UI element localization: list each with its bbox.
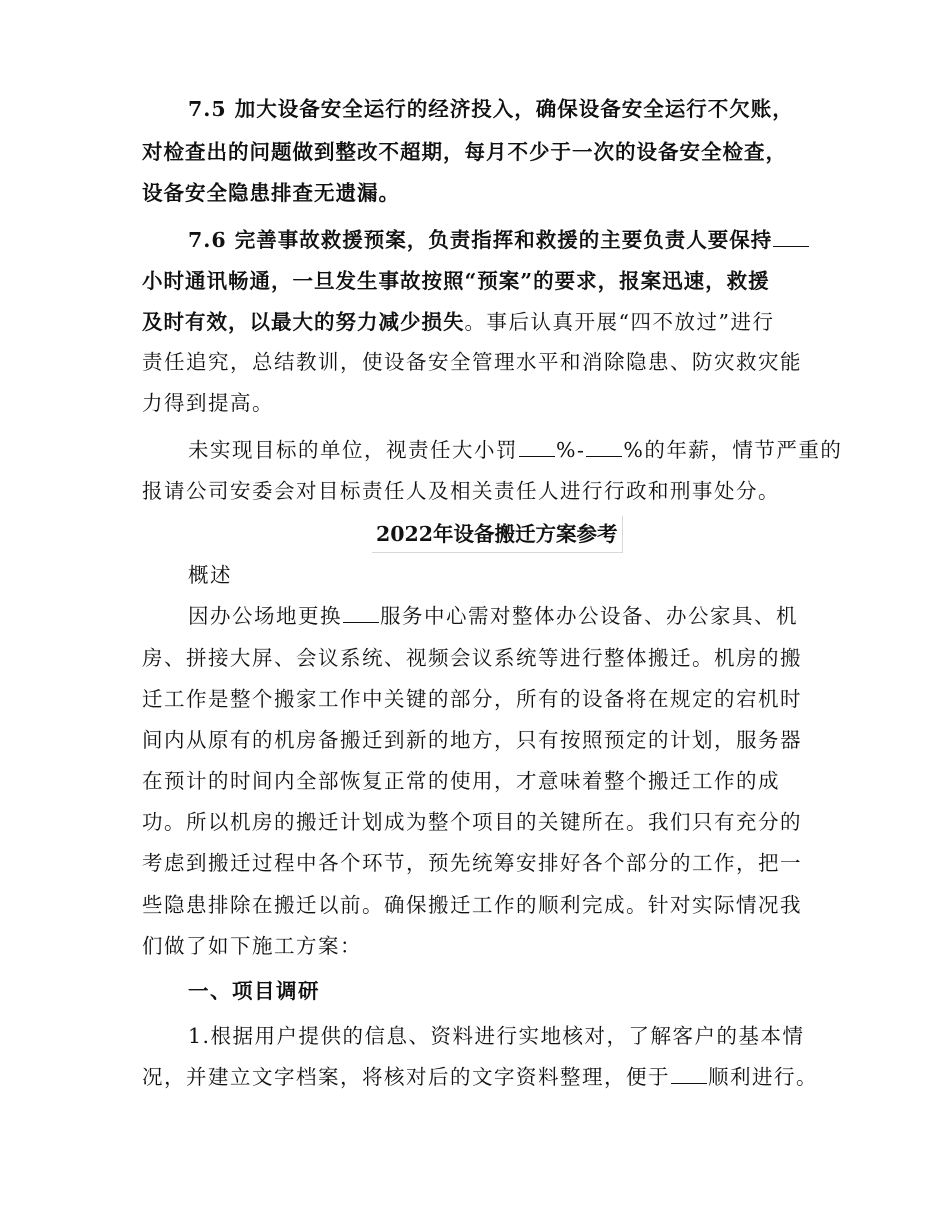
clause-7-6-normal-text: 。事后认真开展“四不放过”进行 bbox=[464, 310, 775, 334]
penalty-line-1 bbox=[188, 431, 843, 469]
clause-7-6-line-3 bbox=[142, 303, 812, 341]
overview-line-8: 些隐患排除在搬迁以前。确保搬迁工作的顺利完成。针对实际情况我 bbox=[142, 893, 802, 917]
blank-underline bbox=[519, 438, 555, 457]
clause-7-6-bold-text: 及时有效，以最大的努力减少损失 bbox=[142, 310, 465, 334]
overview-line-9: 们做了如下施工方案： bbox=[142, 934, 362, 958]
penalty-text-c: %的年薪，情节严重的 bbox=[623, 438, 843, 462]
overview-line-6: 功。所以机房的搬迁计划成为整个项目的关键所在。我们只有充分的 bbox=[142, 810, 802, 834]
overview-text-b: 服务中心需对整体办公设备、办公家具、机 bbox=[380, 604, 798, 628]
overview-line-4: 间内从原有的机房备搬迁到新的地方，只有按照预定的计划，服务器 bbox=[142, 728, 802, 752]
item-1-line-2 bbox=[142, 1058, 818, 1096]
overview-line-5: 在预计的时间内全部恢复正常的使用，才意味着整个搬迁工作的成 bbox=[142, 769, 780, 793]
clause-7-5-line-2: 对检查出的问题做到整改不超期，每月不少于一次的设备安全检查， bbox=[142, 140, 787, 164]
item-1-text-a: 况，并建立文字档案，将核对后的文字资料整理，便于 bbox=[142, 1065, 670, 1089]
overview-line-2: 房、拼接大屏、会议系统、视频会议系统等进行整体搬迁。机房的搬 bbox=[142, 646, 802, 670]
item-1-line-1: 1.根据用户提供的信息、资料进行实地核对，了解客户的基本情 bbox=[188, 1024, 805, 1048]
clause-7-6-line-2: 小时通讯畅通，一旦发生事故按照“预案”的要求，报案迅速，救援 bbox=[142, 269, 770, 293]
penalty-line-2: 报请公司安委会对目标责任人及相关责任人进行行政和刑事处分。 bbox=[142, 479, 780, 503]
overview-line-3: 迁工作是整个搬家工作中关键的部分，所有的设备将在规定的宕机时 bbox=[142, 687, 802, 711]
overview-text-a: 因办公场地更换 bbox=[188, 604, 342, 628]
blank-underline bbox=[773, 228, 809, 247]
clause-7-5-line-1: 7.5 加大设备安全运行的经济投入，确保设备安全运行不欠账， bbox=[188, 97, 794, 121]
blank-underline bbox=[586, 438, 622, 457]
section-heading-project-research: 一、项目调研 bbox=[188, 979, 320, 1003]
clause-7-6-line-4: 责任追究，总结教训，使设备安全管理水平和消除隐患、防灾救灾能 bbox=[142, 350, 802, 374]
penalty-text-b: %- bbox=[556, 438, 586, 462]
penalty-text-a: 未实现目标的单位，视责任大小罚 bbox=[188, 438, 518, 462]
blank-underline bbox=[343, 604, 379, 623]
overview-line-1 bbox=[188, 597, 812, 635]
clause-7-6-line-5: 力得到提高。 bbox=[142, 391, 274, 415]
overview-line-7: 考虑到搬迁过程中各个环节，预先统筹安排好各个部分的工作，把一 bbox=[142, 851, 802, 875]
item-1-text-b: 顺利进行。 bbox=[708, 1065, 818, 1089]
blank-underline bbox=[671, 1065, 707, 1084]
clause-7-5-line-3: 设备安全隐患排查无遗漏。 bbox=[142, 181, 400, 205]
overview-label: 概述 bbox=[188, 563, 232, 587]
clause-7-6-line-1 bbox=[188, 221, 812, 259]
document-title: 2022年设备搬迁方案参考 bbox=[372, 516, 623, 553]
clause-7-6-text: 7.6 完善事故救援预案，负责指挥和救援的主要负责人要保持 bbox=[188, 228, 773, 252]
